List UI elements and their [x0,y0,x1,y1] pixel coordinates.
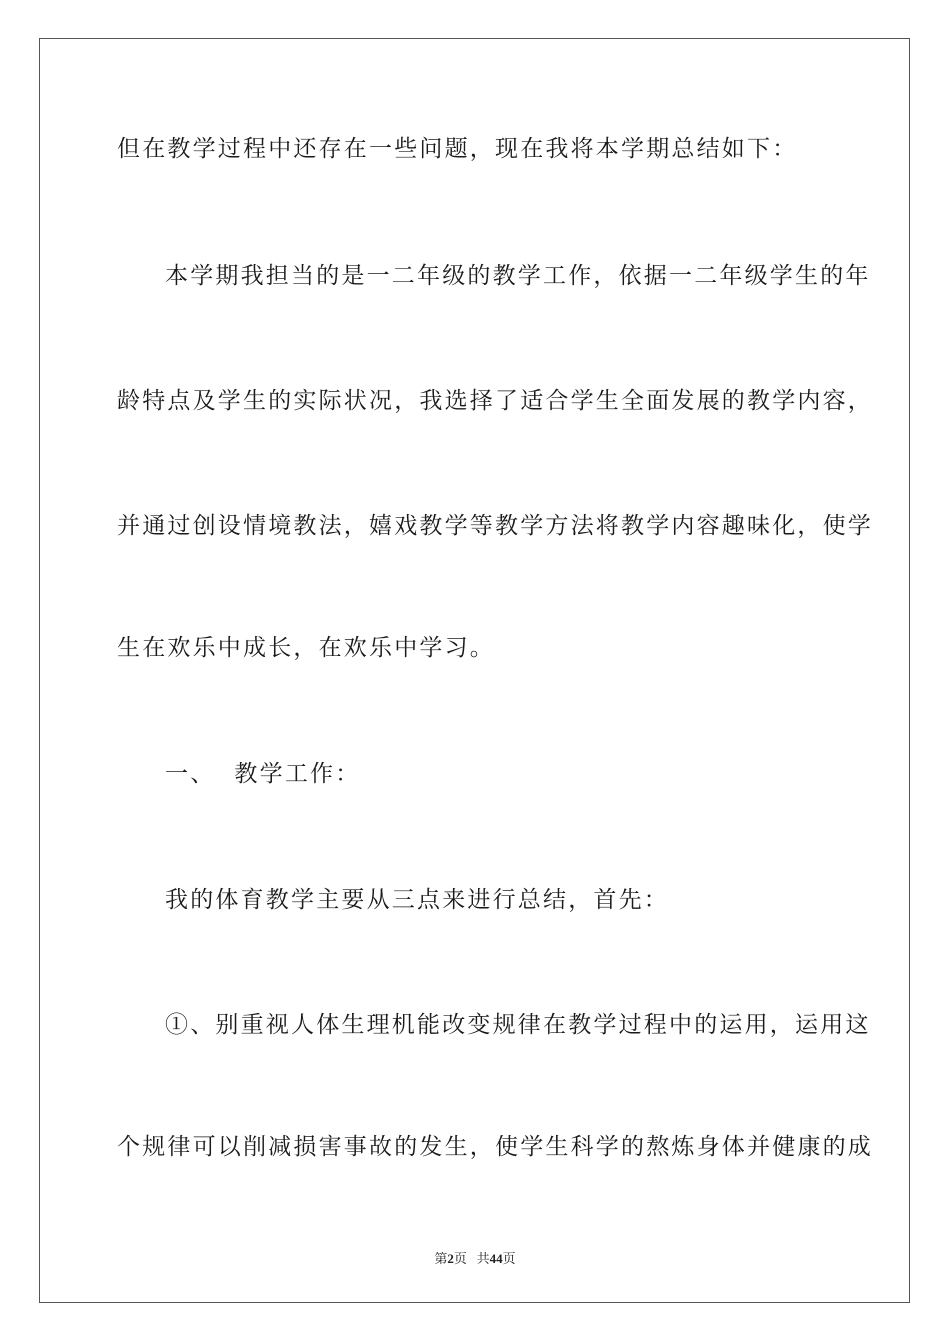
footer-total-suffix: 页 [502,1251,516,1266]
text-line-3: 龄特点及学生的实际状况，我选择了适合学生全面发展的教学内容， [117,388,873,414]
section-heading: 一、 教学工作： [165,761,361,787]
page-footer [0,1248,950,1267]
text-line-5: 生在欢乐中成长，在欢乐中学习。 [117,635,495,661]
footer-prefix: 第 [434,1251,448,1266]
text-line-9: 个规律可以削减损害事故的发生，使学生科学的熬炼身体并健康的成 [117,1134,873,1160]
footer-page-number: 2 [447,1251,454,1266]
footer-total-pages: 44 [489,1251,503,1266]
footer-page-suffix: 页 [453,1251,467,1266]
text-line-1: 但在教学过程中还存在一些问题，现在我将本学期总结如下： [117,136,798,162]
footer-total-prefix: 共 [476,1251,490,1266]
text-line-4: 并通过创设情境教法，嬉戏教学等教学方法将教学内容趣味化，使学 [117,513,873,539]
text-line-2: 本学期我担当的是一二年级的教学工作，依据一二年级学生的年 [165,263,871,289]
text-line-8: ①、别重视人体生理机能改变规律在教学过程中的运用，运用这 [165,1012,871,1038]
text-line-7: 我的体育教学主要从三点来进行总结，首先： [165,887,669,913]
page-border [39,38,910,1303]
